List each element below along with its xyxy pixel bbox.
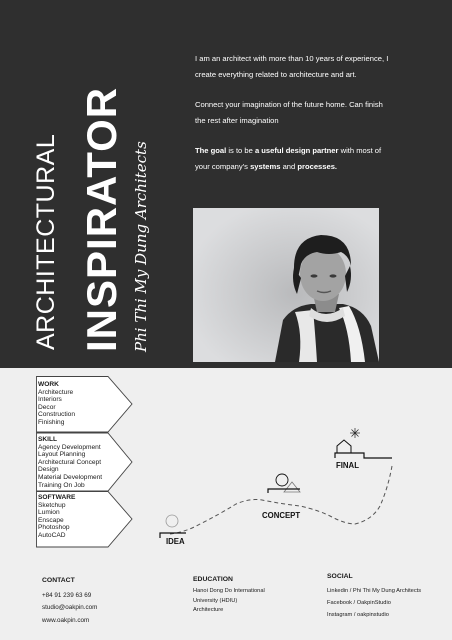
intro-paragraph-3 [195,143,390,174]
work-item: Architecture [38,388,74,396]
work-item: Construction [38,411,76,419]
goal-systems: systems [250,161,281,171]
timeline-label-final: FINAL [336,461,359,470]
skill-item: Layout Planning [38,451,86,459]
work-item: Decor [38,403,56,411]
intro-paragraph-1: I am an architect with more than 10 years of experience, I create everything related to architecture and art. [195,54,389,79]
software-item: Sketchup [38,501,66,509]
social-instagram: Instagram / oakpinstudio [327,612,389,618]
education-heading: EDUCATION [193,576,233,583]
social-facebook: Facebook / OakpinStudio [327,600,391,606]
skill-item: Design [38,466,59,474]
skill-item: Material Development [38,473,103,481]
intro-paragraph-2: Connect your imagination of the future home. Can finish the rest after imagination [195,100,383,125]
work-item: Finishing [38,418,65,426]
software-item: Lumion [38,509,60,517]
contact-website: www.oakpin.com [42,616,90,624]
goal-highlight: a useful design partner [254,146,339,155]
work-item: Interiors [38,396,62,404]
education-line: Hanoi Dong Do International [193,587,265,594]
idea-bulb-icon [166,515,178,527]
final-step-icon [335,453,392,458]
software-item: Enscape [38,516,64,524]
contact-section [42,575,97,627]
house-icon [337,440,351,453]
signature-name: Phi Thi My Dung Architects [132,141,150,352]
contact-heading: CONTACT [42,577,75,584]
timeline-label-concept: CONCEPT [262,511,301,520]
education-section [193,575,265,616]
portrait-illustration [193,208,379,362]
title-architectural: ARCHITECTURAL [32,133,60,350]
portrait-photo [193,208,379,362]
goal-text-1: is to be [226,146,255,155]
intro-text [195,51,390,189]
goal-label: The goal [195,146,227,155]
social-section [327,571,421,621]
education-line: University (HDIU) [193,597,238,604]
concept-circle-icon [276,474,288,486]
goal-processes: processes. [297,161,338,171]
software-heading: SOFTWARE [38,494,76,501]
social-linkedin: Linkedin / Phi Thi My Dung Architects [327,588,422,594]
social-heading: SOCIAL [327,573,353,580]
software-item: Photoshop [38,524,70,532]
goal-text-3: and [280,161,298,171]
spark-icon [350,428,360,438]
timeline-dashed-path [170,466,392,534]
contact-email: studio@oakpin.com [42,604,98,612]
timeline-label-idea: IDEA [166,537,185,546]
skill-item: Architectural Concept [38,458,102,466]
goal-text-2: with most of your company's [195,146,382,171]
education-line: Architecture [193,607,224,614]
contact-phone: +84 91 239 63 69 [42,591,92,599]
skill-item: Agency Development [38,443,101,451]
process-timeline [0,420,452,560]
skill-heading: SKILL [38,436,58,443]
title-inspirator: INSPIRATOR [78,86,125,352]
work-heading: WORK [38,381,59,388]
skill-item: Training On Job [38,481,85,489]
software-item: AutoCAD [38,531,66,539]
